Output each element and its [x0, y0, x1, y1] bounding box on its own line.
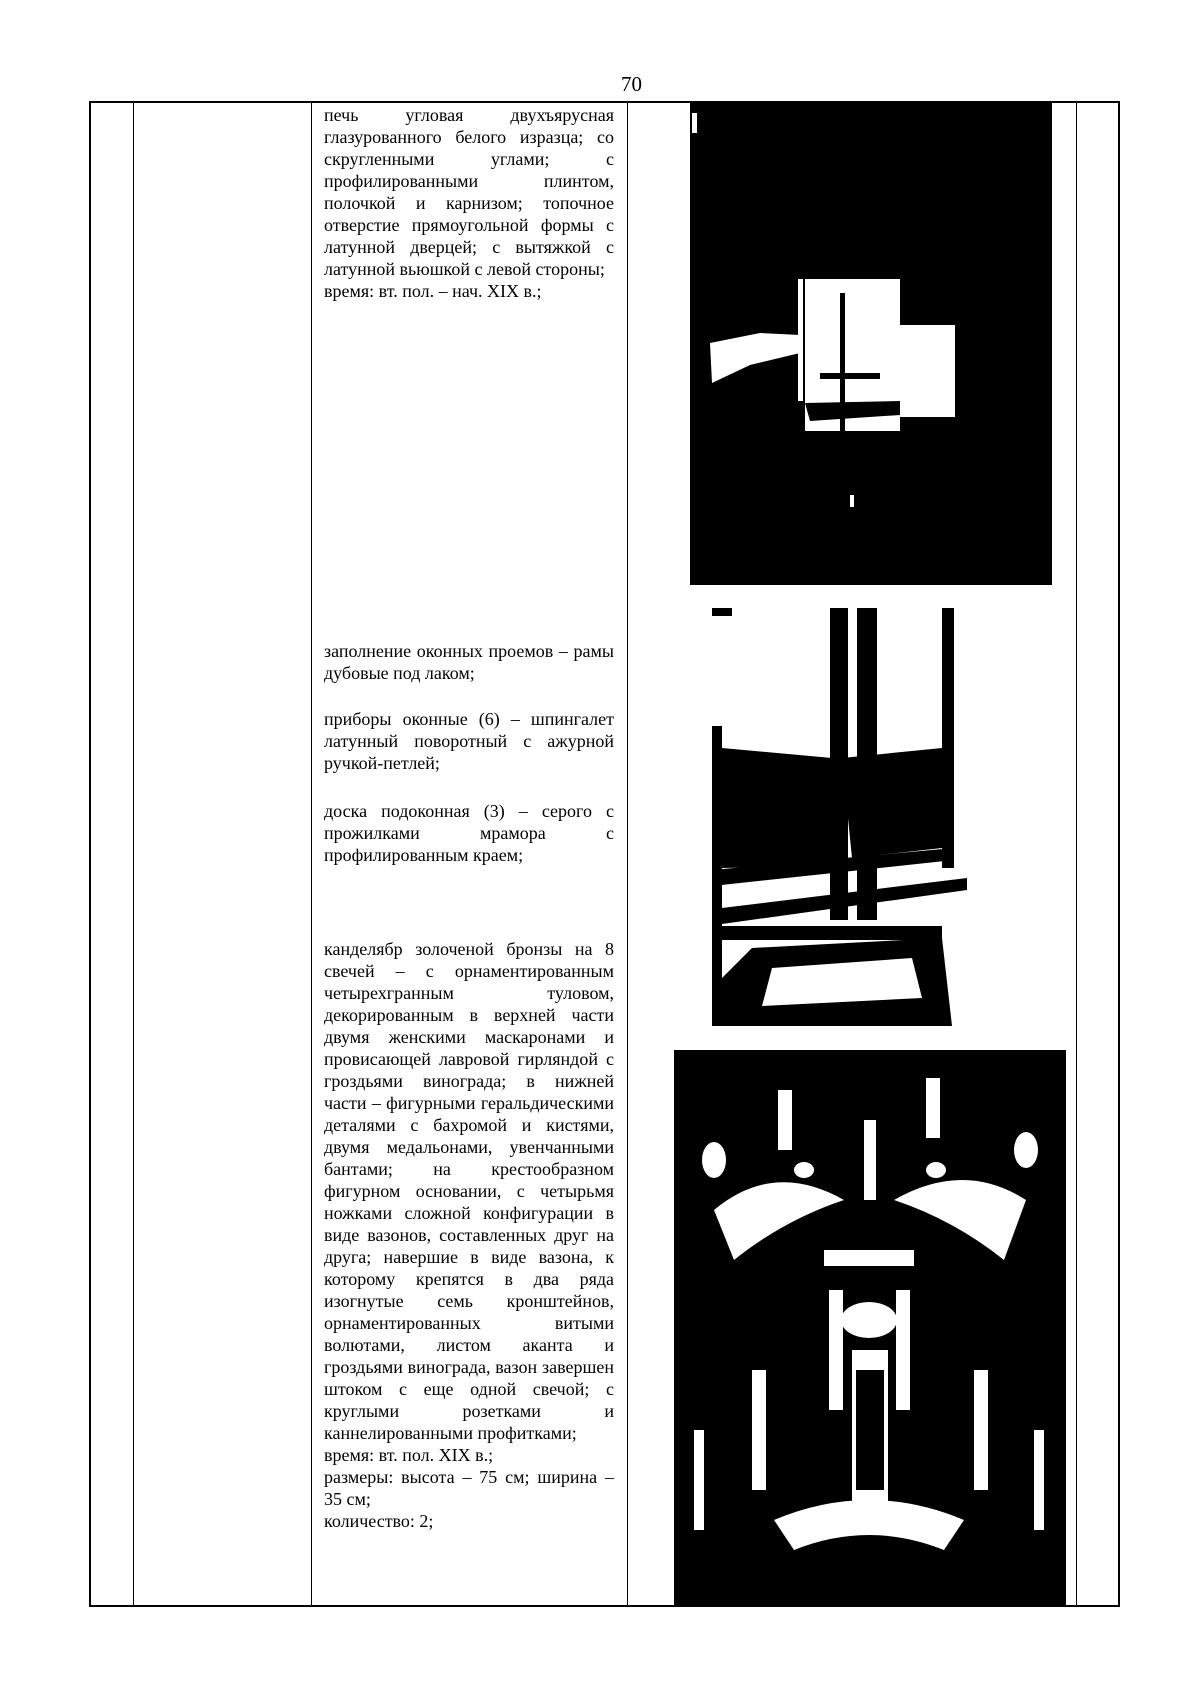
entry-candelabrum	[324, 938, 614, 1532]
entry-time: время: вт. пол. – нач. XIX в.;	[324, 281, 542, 301]
entry-time: время: вт. пол. XIX в.;	[324, 1445, 494, 1465]
entry-stove	[324, 104, 614, 302]
entry-description: приборы оконные (6) – шпингалет латунный поворотный с ажурной ручкой-петлей;	[324, 709, 614, 773]
column-divider	[133, 103, 134, 1605]
photo-stove	[690, 103, 1052, 585]
entry-description: доска подоконная (3) – серого с прожилками мрамора с профилированным краем;	[324, 801, 614, 865]
column-divider	[627, 103, 628, 1605]
entry-window-sill	[324, 800, 614, 866]
entry-description: печь угловая двухъярусная глазурованного белого изразца; со скругленными углами; с профилированными плинтом, полочкой и карнизом; топочное отверстие прямоугольной формы с латунной дверцей; с вытяжкой с латунной вьюшкой с левой стороны;	[324, 105, 614, 279]
entry-description: заполнение оконных проемов – рамы дубовые под лаком;	[324, 641, 614, 683]
page-number: 70	[621, 72, 642, 96]
column-divider	[311, 103, 312, 1605]
entry-window-fittings	[324, 708, 614, 774]
column-divider	[1076, 103, 1077, 1605]
photo-candelabrum	[674, 1050, 1066, 1606]
entry-window-frames	[324, 640, 614, 684]
entry-count: количество: 2;	[324, 1511, 434, 1531]
entry-size: размеры: высота – 75 см; ширина – 35 см;	[324, 1467, 614, 1509]
photo-window	[712, 608, 1026, 1026]
entry-description: канделябр золоченой бронзы на 8 свечей – с орнаментированным четырехгранным туловом, декорированным в верхней части двумя женскими маскаронами и провисающей лавровой гирляндой с гроздьями винограда; в нижней части – фигурными геральдическими деталями с бахромой и кистями, двумя медальонами, увенчанными бантами; на крестообразном фигурном основании, с четырьмя ножками сложной конфигурации в виде вазонов, составленных друг на друга; навершие в виде вазона, к которому крепятся в два ряда изогнутые семь кронштейнов, орнаментированных витыми волютами, листом аканта и гроздьями винограда, вазон завершен штоком с еще одной свечой; с круглыми розетками и каннелированными профитками;	[324, 939, 614, 1443]
